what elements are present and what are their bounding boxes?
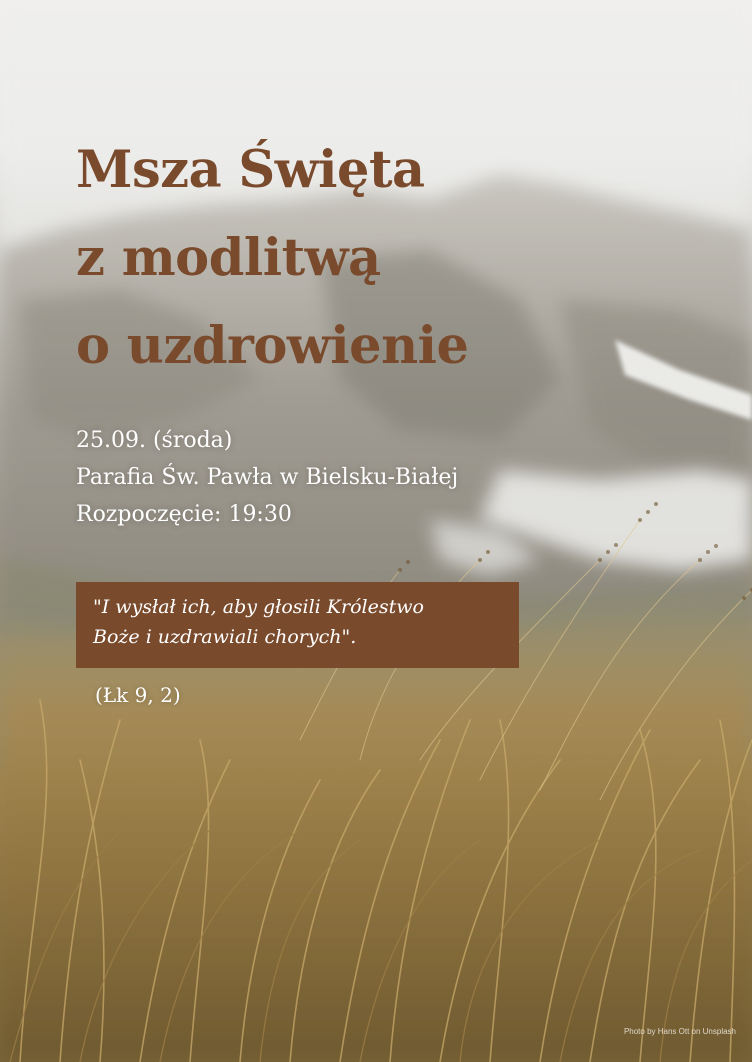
title-line-1: Msza Święta bbox=[76, 140, 425, 200]
event-date: 25.09. (środa) bbox=[76, 428, 233, 453]
event-start-time: Rozpoczęcie: 19:30 bbox=[76, 502, 292, 527]
title-line-3: o uzdrowienie bbox=[76, 316, 469, 376]
scripture-quote bbox=[76, 582, 519, 668]
quote-line-1: "I wysłał ich, aby głosili Królestwo bbox=[93, 596, 424, 618]
quote-line-2: Boże i uzdrawiali chorych". bbox=[93, 626, 357, 648]
event-details bbox=[76, 422, 458, 533]
photo-credit: Photo by Hans Ott on Unsplash bbox=[623, 1027, 736, 1036]
quote-reference: (Łk 9, 2) bbox=[95, 683, 181, 707]
title-line-2: z modlitwą bbox=[76, 228, 381, 288]
event-title bbox=[76, 126, 716, 390]
event-location: Parafia Św. Pawła w Bielsku-Białej bbox=[76, 465, 459, 490]
